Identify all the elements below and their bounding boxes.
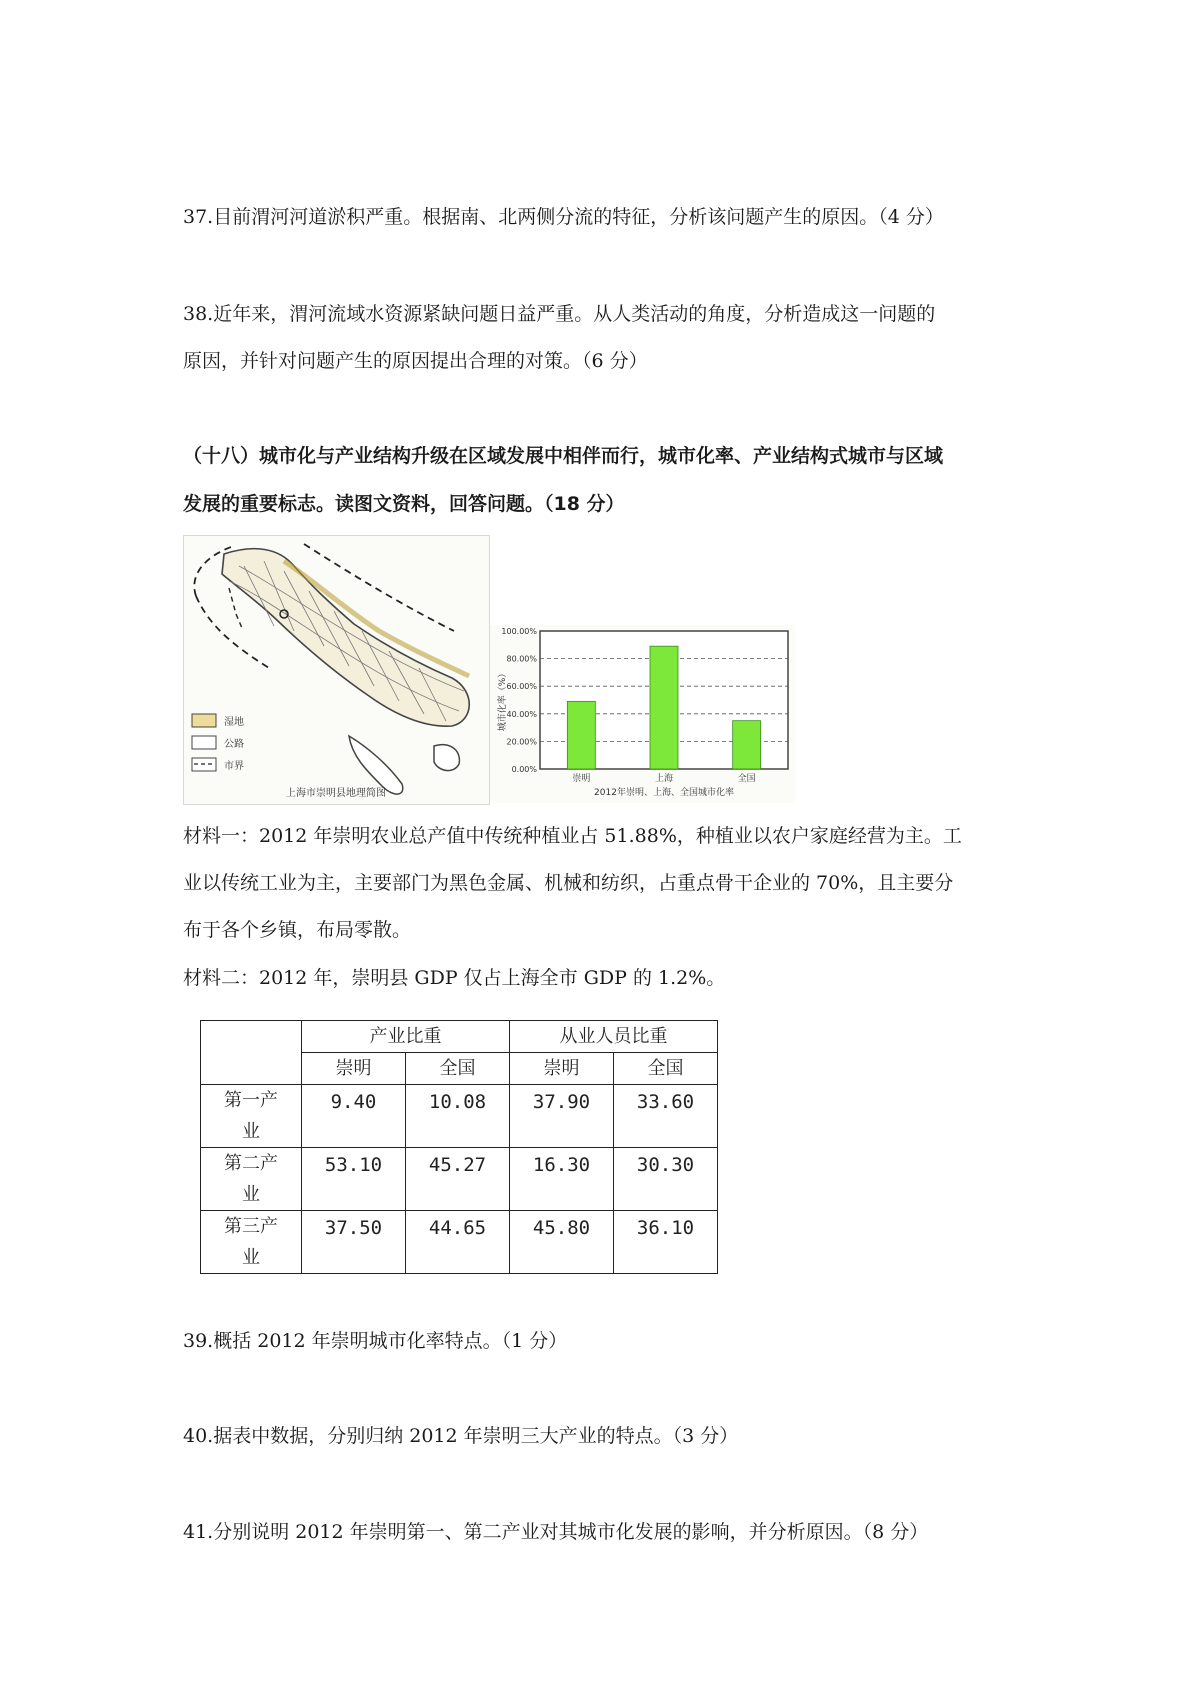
table-cell: 44.65	[406, 1211, 510, 1274]
header-employment-share: 从业人员比重	[510, 1021, 718, 1053]
chongming-island-shape	[222, 549, 469, 727]
chart-y-tick-label: 40.00%	[506, 709, 537, 719]
table-cell: 36.10	[614, 1211, 718, 1274]
chart-bar	[733, 721, 761, 769]
material-2: 材料二：2012 年，崇明县 GDP 仅占上海全市 GDP 的 1.2%。	[183, 967, 726, 989]
table-cell: 37.50	[302, 1211, 406, 1274]
chart-y-tick-label: 0.00%	[511, 765, 537, 774]
urbanization-rate-chart	[490, 625, 795, 803]
question-40: 40.据表中数据，分别归纳 2012 年崇明三大产业的特点。（3 分）	[183, 1425, 739, 1447]
chongming-map	[183, 535, 490, 805]
question-38-line2: 原因，并针对问题产生的原因提出合理的对策。（6 分）	[183, 350, 648, 372]
map-caption: 上海市崇明县地理简图	[286, 788, 386, 799]
chart-y-tick-label: 60.00%	[506, 682, 537, 692]
table-cell: 53.10	[302, 1148, 406, 1211]
question-37: 37.目前渭河河道淤积严重。根据南、北两侧分流的特征，分析该问题产生的原因。（4 分）	[183, 206, 944, 228]
section-18-intro-line1: （十八）城市化与产业结构升级在区域发展中相伴而行，城市化率、产业结构式城市与区域	[183, 445, 944, 467]
subheader-chongming: 崇明	[302, 1053, 406, 1085]
table-row	[201, 1085, 718, 1148]
chart-x-tick-label: 崇明	[572, 774, 591, 784]
row-header: 第三产 业	[201, 1211, 302, 1274]
row-header: 第二产 业	[201, 1148, 302, 1211]
table-cell: 10.08	[406, 1085, 510, 1148]
table-cell: 37.90	[510, 1085, 614, 1148]
row-header: 第一产 业	[201, 1085, 302, 1148]
chart-y-tick-label: 20.00%	[506, 737, 537, 747]
chart-y-tick-label: 100.00%	[501, 627, 537, 636]
table-corner	[201, 1021, 302, 1085]
question-39: 39.概括 2012 年崇明城市化率特点。（1 分）	[183, 1330, 568, 1352]
table-cell: 16.30	[510, 1148, 614, 1211]
question-38-line1: 38.近年来，渭河流域水资源紧缺问题日益严重。从人类活动的角度，分析造成这一问题的	[183, 303, 936, 325]
chart-y-tick-label: 80.00%	[506, 654, 537, 664]
table-cell: 9.40	[302, 1085, 406, 1148]
legend-road: 公路	[224, 739, 244, 750]
table-row	[201, 1148, 718, 1211]
legend-boundary: 市界	[224, 761, 244, 772]
chart-bar	[567, 701, 595, 769]
legend-wetland: 湿地	[224, 717, 244, 728]
industry-structure-table	[200, 1020, 718, 1274]
table-row	[201, 1211, 718, 1274]
material-1-line1: 材料一：2012 年崇明农业总产值中传统种植业占 51.88%，种植业以农户家庭经营为主。工	[183, 825, 962, 847]
chart-y-label: 城市化率（%）	[498, 668, 508, 732]
section-18-intro-line2: 发展的重要标志。读图文资料，回答问题。（18 分）	[183, 493, 625, 515]
table-cell: 33.60	[614, 1085, 718, 1148]
chart-x-tick-label: 上海	[654, 774, 674, 784]
subheader-national: 全国	[614, 1053, 718, 1085]
table-cell: 45.27	[406, 1148, 510, 1211]
chart-x-tick-label: 全国	[737, 774, 756, 784]
chart-bar	[650, 646, 678, 769]
subheader-chongming: 崇明	[510, 1053, 614, 1085]
header-industry-share: 产业比重	[302, 1021, 510, 1053]
material-1-line3: 布于各个乡镇，布局零散。	[183, 919, 412, 941]
material-1-line2: 业以传统工业为主，主要部门为黑色金属、机械和纺织，占重点骨干企业的 70%，且主要分	[183, 872, 954, 894]
table-cell: 45.80	[510, 1211, 614, 1274]
table-cell: 30.30	[614, 1148, 718, 1211]
question-41: 41.分别说明 2012 年崇明第一、第二产业对其城市化发展的影响，并分析原因。（8 分）	[183, 1521, 929, 1543]
subheader-national: 全国	[406, 1053, 510, 1085]
chart-title: 2012年崇明、上海、全国城市化率	[594, 788, 734, 798]
